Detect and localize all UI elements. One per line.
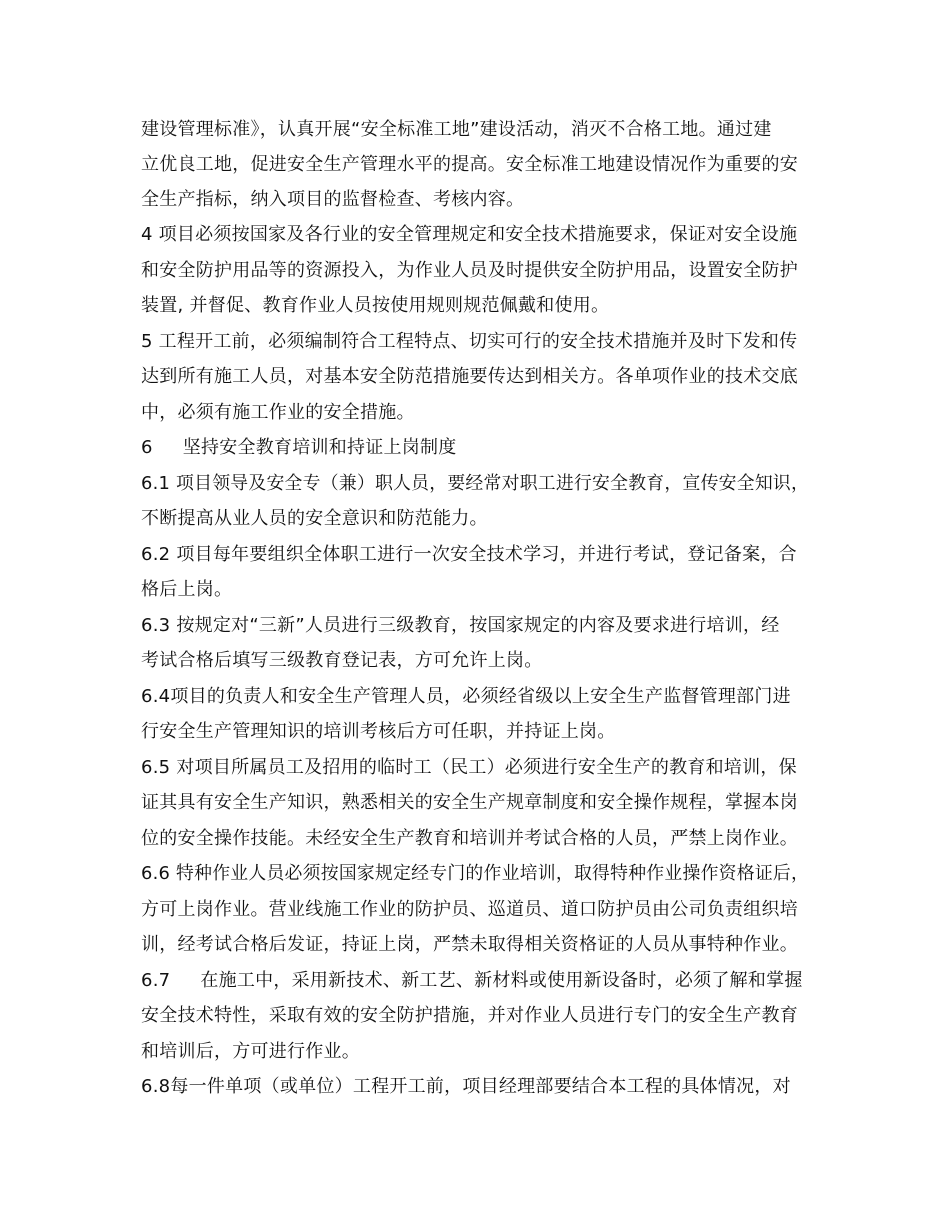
text-line: 6.6 特种作业人员必须按国家规定经专门的作业培训，取得特种作业操作资格证后， [141,863,810,884]
clause-number: 6.7 [141,970,171,991]
text-line: 6.8每一件单项（或单位）工程开工前，项目经理部要结合本工程的具体情况，对 [141,1076,791,1097]
text-line: 达到所有施工人员，对基本安全防范措施要传达到相关方。各单项作业的技术交底 [141,366,798,387]
text-line: 和培训后，方可进行作业。 [141,1041,360,1062]
text-line: 6.3 按规定对“三新”人员进行三级教育，按国家规定的内容及要求进行培训，经 [141,615,780,636]
section-number: 6 [141,437,153,458]
text-line: 行安全生产管理知识的培训考核后方可任职，并持证上岗。 [141,721,616,742]
text-line: 全生产指标，纳入项目的监督检查、考核内容。 [141,189,525,210]
clause-text: 在施工中，采用新技术、新工艺、新材料或使用新设备时，必须了解和掌握 [200,970,803,991]
text-line: 不断提高从业人员的安全意识和防范能力。 [141,508,488,529]
text-line: 方可上岗作业。营业线施工作业的防护员、巡道员、道口防护员由公司负责组织培 [141,899,798,920]
text-line: 建设管理标准》，认真开展“安全标准工地”建设活动，消灭不合格工地。通过建 [141,119,772,140]
text-line: 6.5 对项目所属员工及招用的临时工（民工）必须进行安全生产的教育和培训，保 [141,757,797,778]
text-line: 位的安全操作技能。未经安全生产教育和培训并考试合格的人员，严禁上岗作业。 [141,828,798,849]
text-line: 立优良工地，促进安全生产管理水平的提高。安全标准工地建设情况作为重要的安 [141,154,798,175]
text-line: 安全技术特性，采取有效的安全防护措施，并对作业人员进行专门的安全生产教育 [141,1005,798,1026]
text-line: 格后上岗。 [141,579,233,600]
section-title: 坚持安全教育培训和持证上岗制度 [182,437,457,458]
text-line: 5 工程开工前，必须编制符合工程特点、切实可行的安全技术措施并及时下发和传 [141,331,798,352]
text-line: 6.4项目的负责人和安全生产管理人员，必须经省级以上安全生产监督管理部门进 [141,686,791,707]
text-line: 中，必须有施工作业的安全措施。 [141,402,415,423]
text-line: 4 项目必须按国家及各行业的安全管理规定和安全技术措施要求，保证对安全设施 [141,224,798,245]
text-line: 6.2 项目每年要组织全体职工进行一次安全技术学习，并进行考试，登记备案，合 [141,544,797,565]
text-line: 证其具有安全生产知识，熟悉相关的安全生产规章制度和安全操作规程，掌握本岗 [141,792,798,813]
section-heading [141,433,456,463]
paragraph-6-7 [141,966,803,996]
text-line: 装置, 并督促、教育作业人员按使用规则规范佩戴和使用。 [141,295,610,316]
text-line: 考试合格后填写三级教育登记表，方可允许上岗。 [141,650,543,671]
text-line: 和安全防护用品等的资源投入，为作业人员及时提供安全防护用品，设置安全防护 [141,260,798,281]
text-line: 6.1 项目领导及安全专（兼）职人员，要经常对职工进行安全教育，宣传安全知识， [141,473,810,494]
text-line: 训，经考试合格后发证，持证上岗，严禁未取得相关资格证的人员从事特种作业。 [141,934,798,955]
